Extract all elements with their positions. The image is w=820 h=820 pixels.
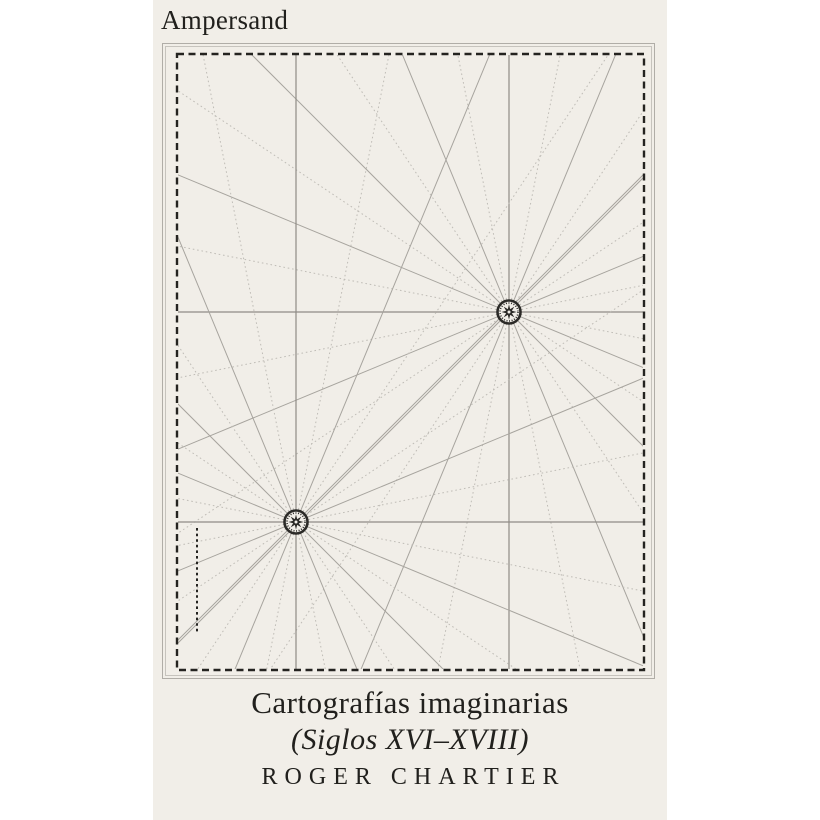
rhumb-line: [163, 139, 656, 680]
title-block: [153, 684, 667, 792]
rhumb-line: [163, 139, 656, 680]
book-subtitle: (Siglos XVI–XVIII): [290, 723, 530, 756]
rhumb-line: [163, 44, 491, 680]
rhumb-line: [314, 44, 656, 680]
compass-rose-icon: [285, 511, 308, 534]
rhumb-line: [163, 44, 491, 680]
book-title: Cartografías imaginarias: [251, 685, 569, 720]
rhumb-line: [314, 44, 656, 680]
portolan-map-illustration: [163, 44, 656, 680]
book-author: ROGER CHARTIER: [261, 764, 566, 790]
book-cover: [153, 0, 667, 820]
dashed-map-border: [177, 54, 644, 670]
publisher-name: Ampersand: [161, 5, 289, 35]
rhumb-line: [163, 44, 656, 680]
map-panel: [162, 43, 655, 679]
compass-rose-icon: [498, 301, 521, 324]
rhumb-lines: [163, 44, 656, 680]
